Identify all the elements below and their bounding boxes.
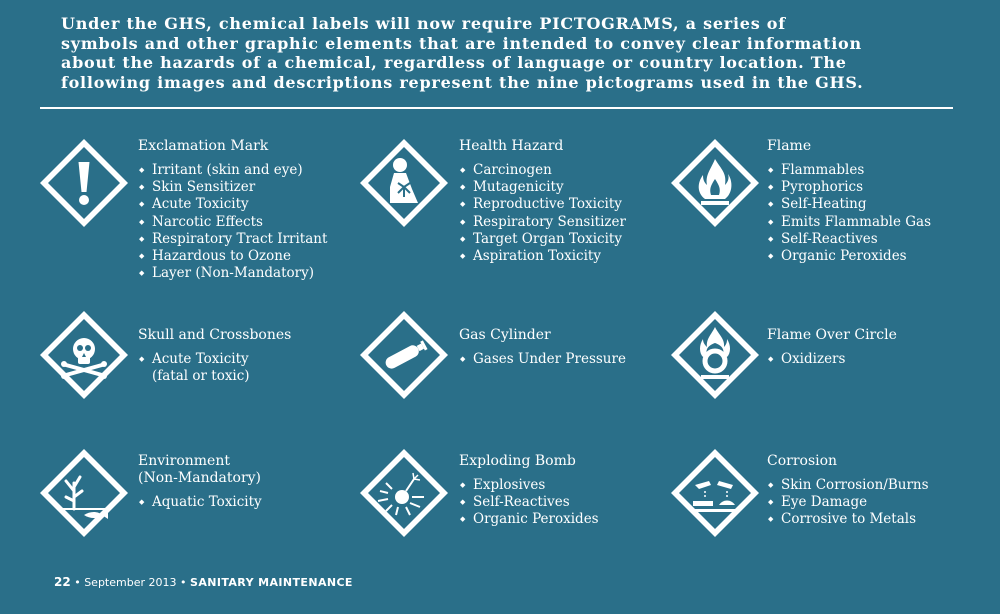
hazard-item: ◆ Flammables xyxy=(767,162,977,179)
hazard-list xyxy=(459,351,669,368)
hazard-list xyxy=(138,351,348,385)
hazard-list xyxy=(767,477,977,529)
pictogram-gas-cylinder xyxy=(459,327,669,368)
hazard-item: ◆ Self-Reactives xyxy=(459,494,669,511)
pictogram-title: Environment (Non-Mandatory) xyxy=(138,453,262,486)
hazard-list xyxy=(138,162,348,282)
footer-separator: • xyxy=(74,576,81,589)
pictogram-exploding-bomb xyxy=(459,453,669,529)
hazard-item: ◆ Reproductive Toxicity xyxy=(459,196,669,213)
hazard-item: ◆ Explosives xyxy=(459,477,669,494)
hazard-item: ◆ Respiratory Sensitizer xyxy=(459,214,669,231)
hazard-item: ◆ Acute Toxicity xyxy=(138,196,348,213)
exclamation-mark-icon xyxy=(38,137,130,229)
pictogram-flame xyxy=(767,138,977,265)
hazard-item: ◆ Hazardous to Ozone xyxy=(138,248,348,265)
hazard-item: ◆ Self-Heating xyxy=(767,196,977,213)
skull-and-crossbones-icon xyxy=(38,309,130,401)
pictogram-title: Corrosion xyxy=(767,453,838,469)
health-hazard-icon xyxy=(358,137,450,229)
hazard-item: ◆ Acute Toxicity xyxy=(138,351,348,368)
issue-date: September 2013 xyxy=(84,576,177,589)
exploding-bomb-icon xyxy=(358,447,450,539)
hazard-item: ◆ Pyrophorics xyxy=(767,179,977,196)
hazard-list xyxy=(459,162,669,265)
intro-line: following images and descriptions represent the nine pictograms used in the GHS. xyxy=(61,72,864,92)
hazard-item: ◆ Emits Flammable Gas xyxy=(767,214,977,231)
page-footer xyxy=(54,575,353,590)
intro-paragraph xyxy=(61,14,941,92)
intro-line: about the hazards of a chemical, regardless of language or country location. The xyxy=(61,53,847,72)
intro-line: symbols and other graphic elements that are intended to convey clear information xyxy=(61,33,862,53)
gas-cylinder-icon xyxy=(358,309,450,401)
hazard-list xyxy=(767,351,977,368)
hazard-item: ◆ Target Organ Toxicity xyxy=(459,231,669,248)
pictogram-title: Exclamation Mark xyxy=(138,138,269,154)
hazard-item: ◆ Respiratory Tract Irritant xyxy=(138,231,348,248)
flame-icon xyxy=(669,137,761,229)
pictogram-title: Flame Over Circle xyxy=(767,327,897,343)
pictogram-title: Skull and Crossbones xyxy=(138,327,292,343)
pictogram-exclamation-mark xyxy=(138,138,348,282)
hazard-item: ◆ Gases Under Pressure xyxy=(459,351,669,368)
hazard-item: ◆ Skin Sensitizer xyxy=(138,179,348,196)
hazard-item: ◆ Mutagenicity xyxy=(459,179,669,196)
intro-line: Under the GHS, chemical labels will now require PICTOGRAMS, a series of xyxy=(61,14,786,33)
pictogram-environment xyxy=(138,453,348,511)
hazard-item: ◆ Skin Corrosion/Burns xyxy=(767,477,977,494)
pictogram-health-hazard xyxy=(459,138,669,265)
hazard-item: ◆ Carcinogen xyxy=(459,162,669,179)
footer-separator: • xyxy=(180,576,187,589)
hazard-item: ◆ Self-Reactives xyxy=(767,231,977,248)
pictogram-flame-over-circle xyxy=(767,327,977,368)
hazard-item: ◆ Organic Peroxides xyxy=(459,511,669,528)
hazard-item: ◆ Aspiration Toxicity xyxy=(459,248,669,265)
page-number: 22 xyxy=(54,575,71,589)
pictogram-title: Gas Cylinder xyxy=(459,327,551,343)
hazard-list xyxy=(459,477,669,529)
hazard-item-continued: (fatal or toxic) xyxy=(152,368,250,385)
pictogram-title: Flame xyxy=(767,138,812,154)
hazard-item: ◆ Irritant (skin and eye) xyxy=(138,162,348,179)
hazard-item: ◆ Organic Peroxides xyxy=(767,248,977,265)
hazard-item: ◆ Aquatic Toxicity xyxy=(138,494,348,511)
pictogram-skull-and-crossbones xyxy=(138,327,348,385)
hazard-item: ◆ Eye Damage xyxy=(767,494,977,511)
hazard-item: ◆ Layer (Non-Mandatory) xyxy=(138,265,348,282)
hazard-item: ◆ Corrosive to Metals xyxy=(767,511,977,528)
pictogram-title: Exploding Bomb xyxy=(459,453,576,469)
flame-over-circle-icon xyxy=(669,309,761,401)
pictogram-corrosion xyxy=(767,453,977,529)
magazine-name: SANITARY MAINTENANCE xyxy=(190,576,353,589)
hazard-list xyxy=(138,494,348,511)
hazard-item: ◆ Oxidizers xyxy=(767,351,977,368)
corrosion-icon xyxy=(669,447,761,539)
hazard-list xyxy=(767,162,977,265)
hazard-item: ◆ Narcotic Effects xyxy=(138,214,348,231)
divider xyxy=(40,107,953,109)
pictogram-title: Health Hazard xyxy=(459,138,564,154)
environment-icon xyxy=(38,447,130,539)
